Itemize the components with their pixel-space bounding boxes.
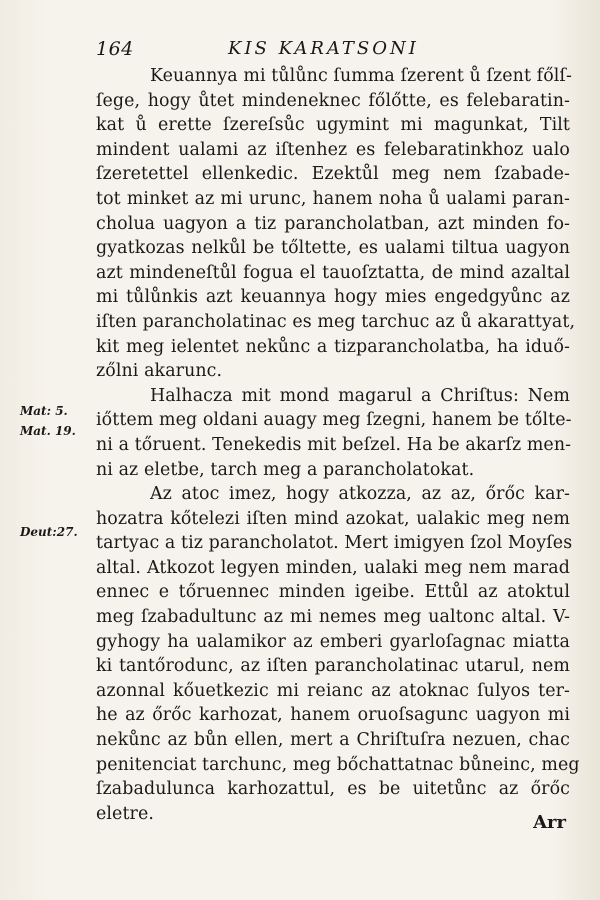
text-line: ſzabadulunca karhozattul, es be uitetůnc az őrőc [96, 779, 570, 800]
text-line: hozatra kőtelezi iſten mind azokat, ualakic meg nem [96, 508, 570, 529]
text-line: ni a tőruent. Tenekedis mit beſzel. Ha be akarſz men- [96, 434, 572, 455]
text-line: azonnal kőuetkezic mi reianc az atoknac ſulyos ter- [96, 680, 570, 701]
text-line: ennec e tőruennec minden igeibe. Ettůl az atoktul [96, 582, 570, 603]
text-line: tartyac a tiz parancholatot. Mert imigyen ſzol Moyſes [96, 533, 573, 554]
text-line: iſten parancholatinac es meg tarchuc az ů akarattyat, [96, 311, 576, 332]
text-line: meg ſzabadultunc az mi nemes meg ualtonc altal. V- [96, 607, 570, 628]
text-line: zőlni akarunc. [96, 361, 223, 382]
text-line: ki tantőrodunc, az iſten parancholatinac utarul, nem [96, 656, 570, 677]
text-line: iőttem meg oldani auagy meg ſzegni, hanem be tőlte- [96, 410, 572, 431]
text-line: azt mindeneſtůl fogua el tauoſztatta, de mind azaltal [96, 262, 570, 283]
page-header [96, 38, 566, 62]
catchword: Arr [533, 812, 566, 833]
text-line: altal. Atkozot legyen minden, ualaki meg nem marad [96, 557, 570, 578]
text-line: Keuannya mi tůlůnc ſumma ſzerent ů ſzent főlſ- [150, 66, 572, 86]
margin-note-mat-19: Mat. 19. [20, 424, 76, 438]
text-line: penitenciat tarchunc, meg bőchattatnac bůneinc, meg [96, 754, 580, 775]
text-line: gyatkozas nelkůl be tőltette, es ualami tiltua uagyon [96, 238, 570, 259]
text-line: mi tůlůnkis azt keuannya hogy mies engedgyůnc az [96, 287, 570, 308]
text-line: ni az eletbe, tarch meg a parancholatokat. [96, 459, 475, 480]
text-line: kat ů erette ſzereſsůc ugymint mi magunkat, Tilt [96, 115, 570, 136]
text-line: Halhacza mit mond magarul a Chriſtus: Nem [150, 385, 570, 406]
text-line: gyhogy ha ualamikor az emberi gyarloſagnac miatta [96, 631, 570, 652]
running-head: KIS KARATSONI [228, 38, 419, 59]
body-text [96, 64, 580, 826]
text-line: tot minket az mi urunc, hanem noha ů ualami paran- [96, 188, 570, 209]
text-line: ſege, hogy ůtet mindeneknec főlőtte, es felebaratin- [96, 90, 570, 111]
text-line: cholua uagyon a tiz parancholatban, azt minden fo- [96, 213, 570, 234]
text-line: ſzeretettel ellenkedic. Ezektůl meg nem ſzabade- [96, 164, 570, 185]
margin-note-deut-27: Deut:27. [20, 525, 78, 539]
text-line: kit meg ielentet nekůnc a tizparancholatba, ha iduő- [96, 336, 570, 357]
text-line: mindent ualami az iſtenhez es felebaratinkhoz ualo [96, 139, 570, 160]
text-line: nekůnc az bůn ellen, mert a Chriſtuſra nezuen, chac [96, 730, 570, 751]
text-line: eletre. [96, 803, 154, 824]
page-number: 164 [96, 38, 134, 60]
margin-note-mat-5: Mat: 5. [20, 404, 68, 418]
text-line: he az őrőc karhozat, hanem oruoſsagunc uagyon mi [96, 705, 570, 726]
text-line: Az atoc imez, hogy atkozza, az az, őrőc kar- [150, 484, 570, 505]
